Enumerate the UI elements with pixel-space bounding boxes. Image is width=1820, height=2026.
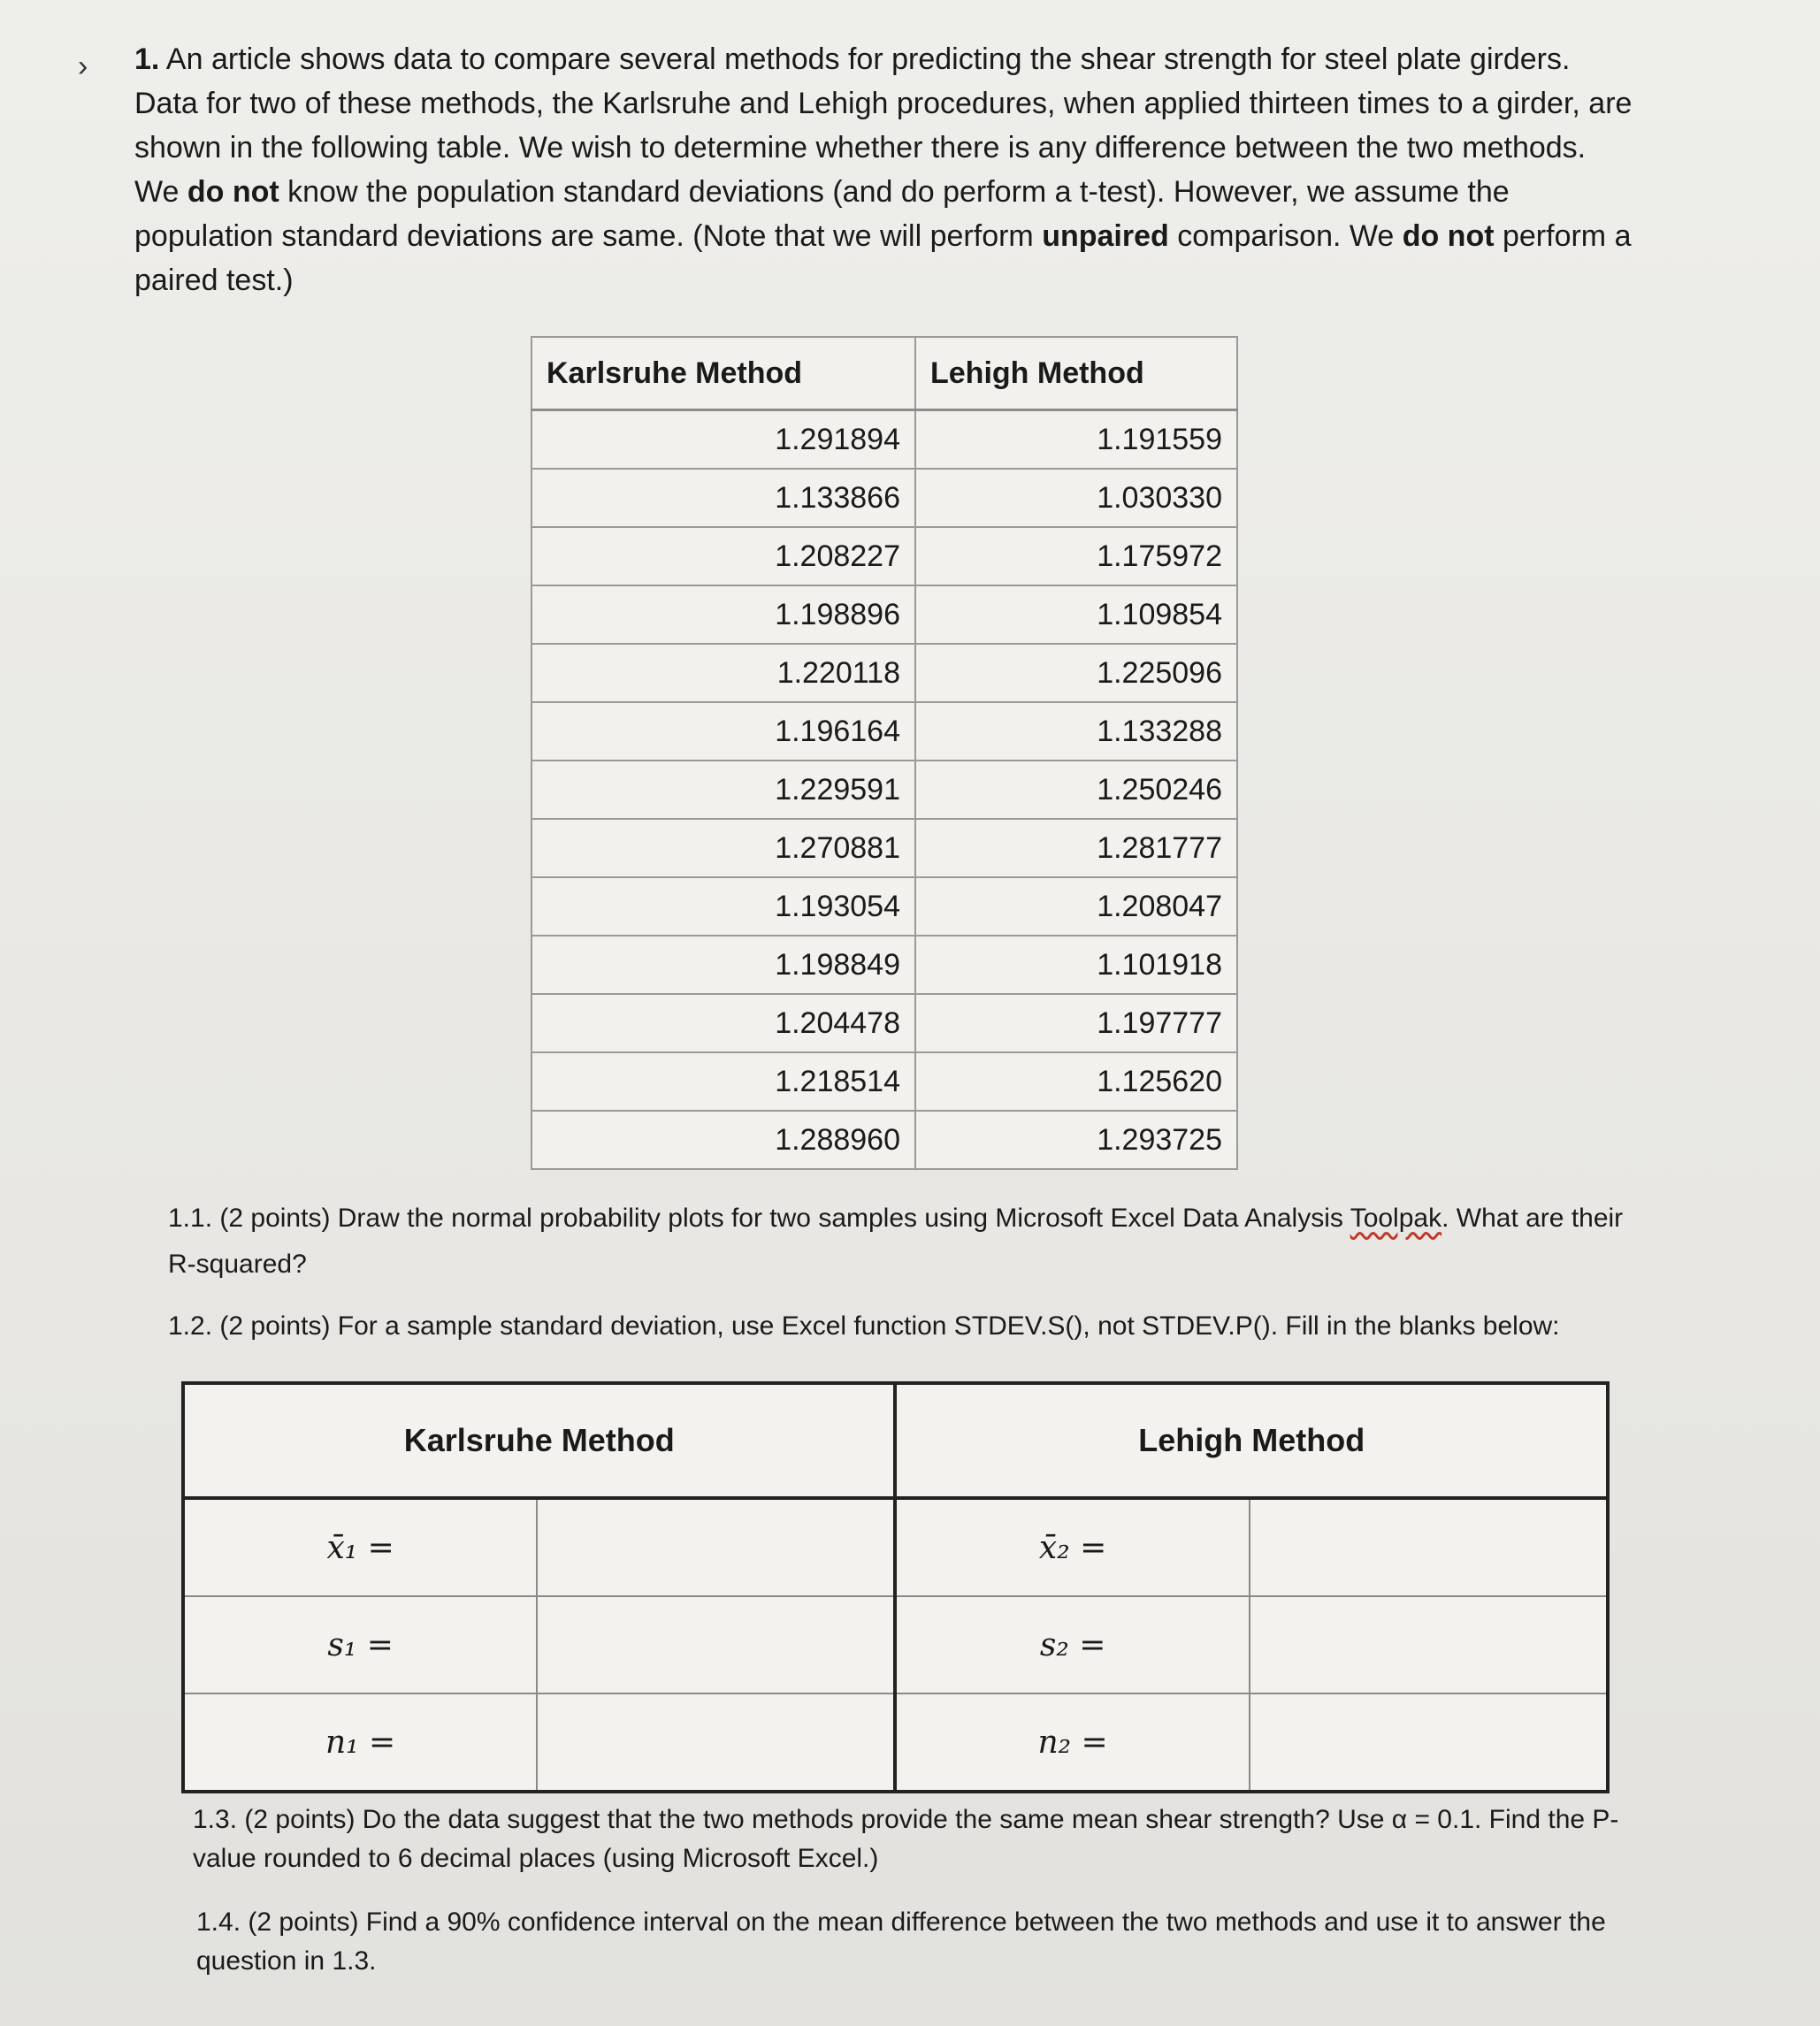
question-number: 1. <box>134 42 160 76</box>
lehigh-value: 1.101918 <box>915 936 1237 994</box>
left-stat-label: n₁ = <box>183 1693 537 1792</box>
data-table-row <box>531 877 1237 936</box>
header-karlsruhe: Karlsruhe Method <box>531 337 915 410</box>
right-stat-label: n₂ = <box>895 1693 1249 1792</box>
lehigh-value: 1.225096 <box>915 644 1237 702</box>
question-1-2 <box>168 1307 1654 1346</box>
question-1-4 <box>196 1903 1611 1981</box>
blank-header-karlsruhe: Karlsruhe Method <box>183 1383 895 1498</box>
q12-text: 1.2. (2 points) For a sample standard deviation, use Excel function STDEV.S(), not STDEV.P(). Fill in the blanks below: <box>168 1311 1560 1341</box>
data-table-row <box>531 585 1237 644</box>
karlsruhe-value: 1.198849 <box>531 936 915 994</box>
lehigh-value: 1.133288 <box>915 702 1237 761</box>
lehigh-value: 1.109854 <box>915 585 1237 644</box>
q14-text: 1.4. (2 points) Find a 90% confidence interval on the mean difference between the two methods and use it to answer the question in 1.3. <box>196 1907 1606 1976</box>
karlsruhe-value: 1.198896 <box>531 585 915 644</box>
lehigh-value: 1.208047 <box>915 877 1237 936</box>
left-stat-blank[interactable] <box>537 1498 895 1596</box>
intro-text-3: comparison. We <box>1168 219 1403 253</box>
right-stat-label: x̄₂ = <box>895 1498 1249 1596</box>
karlsruhe-value: 1.229591 <box>531 761 915 819</box>
left-stat-label: s₁ = <box>183 1596 537 1693</box>
fill-in-blanks-table <box>181 1381 1610 1793</box>
lehigh-value: 1.030330 <box>915 469 1237 527</box>
intro-text-4: perform a paired test.) <box>134 219 1632 297</box>
lehigh-value: 1.175972 <box>915 527 1237 585</box>
q11-text-b: . What are their R-squared? <box>168 1204 1624 1279</box>
left-stat-label: x̄₁ = <box>183 1498 537 1596</box>
data-table-row <box>531 761 1237 819</box>
blank-table-row <box>183 1498 1608 1596</box>
question-1-1 <box>168 1196 1636 1288</box>
data-table-row <box>531 469 1237 527</box>
karlsruhe-value: 1.220118 <box>531 644 915 702</box>
intro-bold-3: do not <box>1402 219 1495 253</box>
lehigh-value: 1.250246 <box>915 761 1237 819</box>
karlsruhe-value: 1.196164 <box>531 702 915 761</box>
data-table-row <box>531 702 1237 761</box>
blank-header-lehigh: Lehigh Method <box>895 1383 1608 1498</box>
data-table-row <box>531 644 1237 702</box>
left-stat-blank[interactable] <box>537 1596 895 1693</box>
right-stat-blank[interactable] <box>1250 1596 1608 1693</box>
right-stat-blank[interactable] <box>1250 1498 1608 1596</box>
data-table-row <box>531 410 1237 470</box>
karlsruhe-value: 1.288960 <box>531 1111 915 1169</box>
bullet-mark: › <box>78 50 88 83</box>
karlsruhe-value: 1.208227 <box>531 527 915 585</box>
question-1-3 <box>193 1800 1625 1878</box>
intro-text-1: An article shows data to compare several methods for predicting the shear strength for steel plate girders. Data for two of these methods, the Karlsruhe and Lehigh procedures, when applied thirteen times to a girder, are shown in the following table. We wish to determine whether there is any difference between the two methods. We <box>134 42 1633 209</box>
lehigh-value: 1.125620 <box>915 1052 1237 1111</box>
shear-strength-data-table <box>531 336 1238 1170</box>
data-table-row <box>531 994 1237 1052</box>
lehigh-value: 1.191559 <box>915 410 1237 470</box>
question-intro <box>134 37 1638 302</box>
lehigh-value: 1.281777 <box>915 819 1237 877</box>
intro-text-2: know the population standard deviations (and do perform a t-test). However, we assume the population standard deviations are same. (Note that we will perform <box>134 175 1510 253</box>
karlsruhe-value: 1.193054 <box>531 877 915 936</box>
data-table-row <box>531 1111 1237 1169</box>
intro-bold-1: do not <box>187 175 279 209</box>
header-lehigh: Lehigh Method <box>915 337 1237 410</box>
data-table-row <box>531 936 1237 994</box>
data-table-row <box>531 819 1237 877</box>
data-table-row <box>531 1052 1237 1111</box>
q11-underlined-word: Toolpak <box>1350 1204 1442 1233</box>
right-stat-blank[interactable] <box>1250 1693 1608 1792</box>
data-table-row <box>531 527 1237 585</box>
karlsruhe-value: 1.204478 <box>531 994 915 1052</box>
karlsruhe-value: 1.133866 <box>531 469 915 527</box>
blank-table-row <box>183 1693 1608 1792</box>
lehigh-value: 1.293725 <box>915 1111 1237 1169</box>
data-table-header-row <box>531 337 1237 410</box>
intro-bold-2: unpaired <box>1042 219 1169 253</box>
karlsruhe-value: 1.270881 <box>531 819 915 877</box>
lehigh-value: 1.197777 <box>915 994 1237 1052</box>
left-stat-blank[interactable] <box>537 1693 895 1792</box>
karlsruhe-value: 1.291894 <box>531 410 915 470</box>
blank-table-header-row <box>183 1383 1608 1498</box>
q11-text-a: 1.1. (2 points) Draw the normal probability plots for two samples using Microsoft Excel Data Analysis <box>168 1204 1350 1233</box>
blank-table-row <box>183 1596 1608 1693</box>
q13-text: 1.3. (2 points) Do the data suggest that the two methods provide the same mean shear strength? Use α = 0.1. Find the P-value rounded to 6 decimal places (using Microsoft Excel.) <box>193 1805 1619 1873</box>
right-stat-label: s₂ = <box>895 1596 1249 1693</box>
karlsruhe-value: 1.218514 <box>531 1052 915 1111</box>
